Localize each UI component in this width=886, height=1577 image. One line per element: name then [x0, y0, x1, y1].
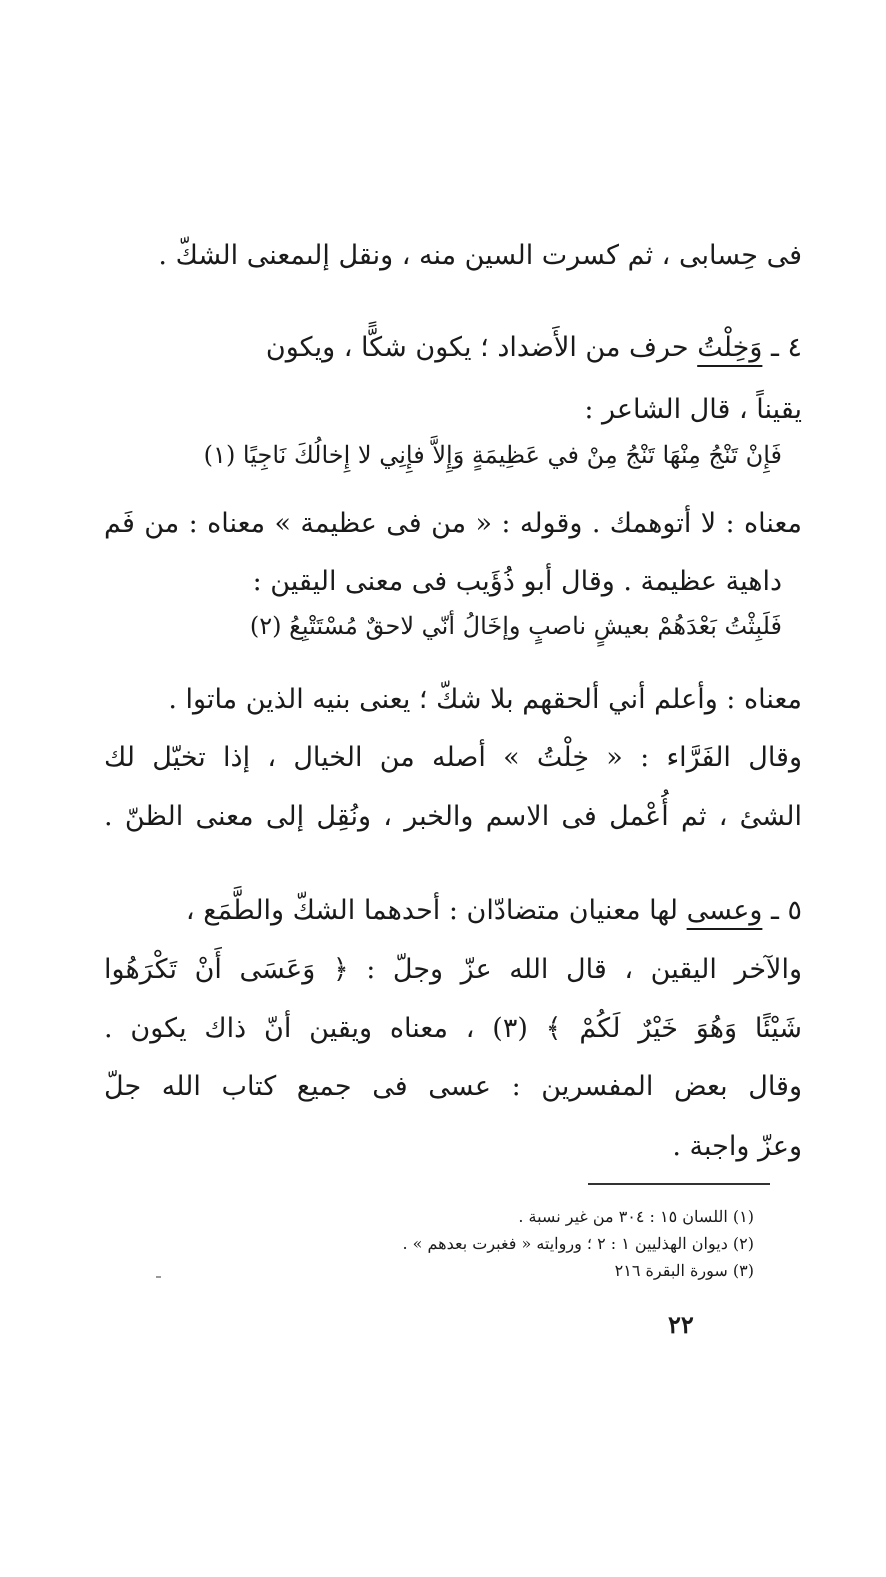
text-line-9: وقال الفَرَّاء : « خِلْتُ » أصله من الخيال ، إذا تخيّل لك [104, 742, 802, 773]
text-line-13: شَيْئًا وَهُوَ خَيْرٌ لَكُمْ ﴾ (٣) ، معناه ويقين أنّ ذاك يكون . [104, 1013, 802, 1044]
footnote-divider [588, 1183, 770, 1185]
text-line-12: والآخر اليقين ، قال الله عزّ وجلّ : ﴿ وَعَسَى أَنْ تَكْرَهُوا [104, 954, 802, 985]
scan-speck [156, 1276, 161, 1278]
entry-headword-asa: وعسى [686, 895, 763, 926]
text-line-1: فى حِسابى ، ثم كسرت السين منه ، ونقل إلىمعنى الشكّ . [158, 240, 802, 271]
entry-4-text: حرف من الأَضداد ؛ يكون شكًّا ، ويكون [265, 332, 689, 363]
text-line-6: داهية عظيمة . وقال أبو ذُؤَيب فى معنى اليقين : [252, 566, 782, 597]
footnote-1: (١) اللسان ١٥ : ٣٠٤ من غير نسبة . [518, 1207, 754, 1226]
entry-number-5: ٥ ـ [770, 895, 802, 926]
page-number: ٢٢ [668, 1310, 694, 1339]
text-line-10: الشئ ، ثم أُعْمل فى الاسم والخبر ، ونُقِل إلى معنى الظنّ . [104, 801, 802, 832]
entry-5-text: لها معنيان متضادّان : أحدهما الشكّ والطَّمَع ، [185, 895, 679, 926]
entry-5-line-1 [186, 893, 802, 929]
footnote-3: (٣) سورة البقرة ٢١٦ [614, 1261, 754, 1280]
text-line-3: يقيناً ، قال الشاعر : [584, 394, 802, 425]
footnote-2: (٢) ديوان الهذليين ١ : ٢ ؛ وروايته « فغبرت بعدهم » . [402, 1234, 754, 1253]
text-line-15: وعزّ واجبة . [672, 1131, 802, 1162]
verse-2: فَلَبِثْتُ بَعْدَهُمْ بعيشٍ ناصبٍ وإخَالُ أنّي لاحقٌ مُسْتَتْبِعُ (٢) [249, 612, 782, 640]
text-line-14: وقال بعض المفسرين : عسى فى جميع كتاب الله جلّ [104, 1071, 802, 1102]
entry-number-4: ٤ ـ [770, 332, 802, 363]
entry-4-line-1 [266, 330, 802, 366]
entry-headword-khilt: وَخِلْتُ [697, 332, 763, 363]
text-line-5: معناه : لا أتوهمك . وقوله : « من فى عظيمة » معناه : من فَم [104, 508, 802, 539]
verse-1: فَإِنْ تَنْجُ مِنْهَا تَنْجُ مِنْ في عَظِيمَةٍ وَإِلاَّ فإِنِي لا إِخالُكَ نَاجِيًا (١) [203, 441, 782, 469]
text-line-8: معناه : وأعلم أني ألحقهم بلا شكّ ؛ يعنى بنيه الذين ماتوا . [168, 684, 802, 715]
